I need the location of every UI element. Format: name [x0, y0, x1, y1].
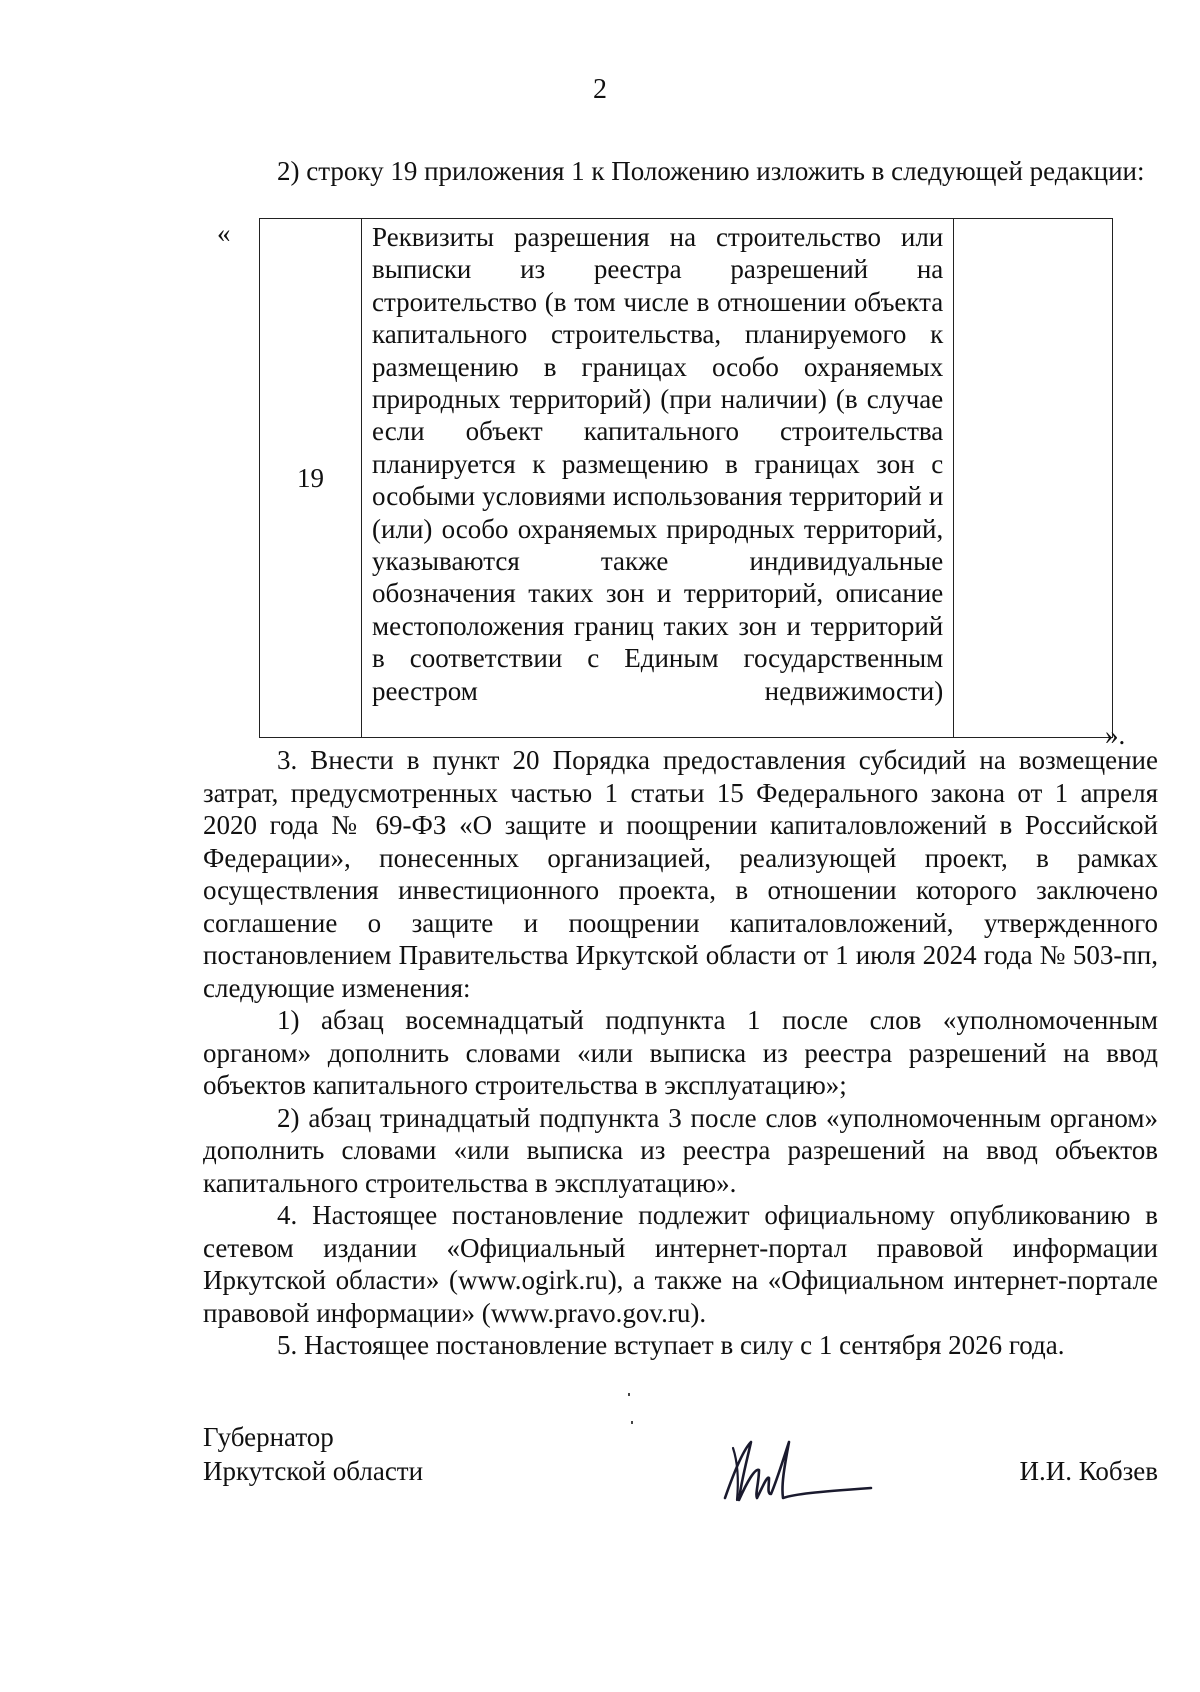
- main-text: [203, 744, 1158, 1362]
- appendix-row-block: [203, 218, 1158, 750]
- page-number: 2: [593, 74, 607, 105]
- paragraph-3-2: 2) абзац тринадцатый подпункта 3 после слов «уполномоченным органом» дополнить словами «или выписка из реестра разрешений на ввод объектов капитального строительства в эксплуатацию».: [203, 1102, 1158, 1198]
- close-quote: ».: [1105, 720, 1126, 750]
- appendix-row-table: [259, 218, 1113, 738]
- scan-speck: [628, 1393, 630, 1396]
- row-number-cell: 19: [260, 219, 362, 738]
- paragraph-3: 3. Внести в пункт 20 Порядка предоставления субсидий на возмещение затрат, предусмотренных частью 1 статьи 15 Федерального закона от 1 апреля 2020 года № 69-ФЗ «О защите и поощрении капиталовложений в Российской Федерации», понесенных организацией, реализующей проект, в рамках осуществления инвестиционного проекта, в отношении которого заключено соглашение о защите и поощрении капиталовложений, утвержденного постановлением Правительства Иркутской области от 1 июля 2024 года № 503-пп, следующие изменения:: [203, 745, 1158, 1003]
- table-row: [260, 219, 1113, 738]
- row-value-cell: [954, 219, 1113, 738]
- row-text: Реквизиты разрешения на строительство или выписки из реестра разрешений на строительство (в том числе в отношении объекта капитального строительства, планируемого к размещению в границах особо охраняемых природных территорий) (при наличии) (в случае если объект капитального строительства планируется к размещению в границах зон с особыми условиями использования территорий и (или) особо охраняемых природных территорий, указываются также индивидуальные обозначения таких зон и территорий, описание местоположения границ таких зон и территорий в соответствии с Единым государственным реестром недвижимости): [372, 222, 944, 706]
- open-quote: «: [217, 218, 231, 248]
- intro-block: [203, 155, 1158, 188]
- paragraph-5: 5. Настоящее постановление вступает в силу с 1 сентября 2026 года.: [277, 1330, 1065, 1360]
- signer-title-line-1: Губернатор: [203, 1422, 334, 1452]
- paragraph-4: 4. Настоящее постановление подлежит официальному опубликованию в сетевом издании «Официальный интернет-портал правовой информации Иркутской области» (www.ogirk.ru), а также на «Официальном интернет-портале правовой информации» (www.pravo.gov.ru).: [203, 1200, 1158, 1328]
- handwritten-signature: [703, 1420, 883, 1520]
- signer-title-line-2: Иркутской области: [203, 1456, 424, 1486]
- row-text-cell: [362, 219, 954, 738]
- signer-title: [203, 1420, 423, 1488]
- paragraph-3-1: 1) абзац восемнадцатый подпункта 1 после слов «уполномоченным органом» дополнить словами «или выписка из реестра разрешений на ввод объектов капитального строительства в эксплуатацию»;: [203, 1005, 1158, 1100]
- signer-name: И.И. Кобзев: [1019, 1456, 1158, 1486]
- intro-paragraph: 2) строку 19 приложения 1 к Положению изложить в следующей редакции:: [277, 156, 1145, 186]
- signature-block: [203, 1420, 1158, 1530]
